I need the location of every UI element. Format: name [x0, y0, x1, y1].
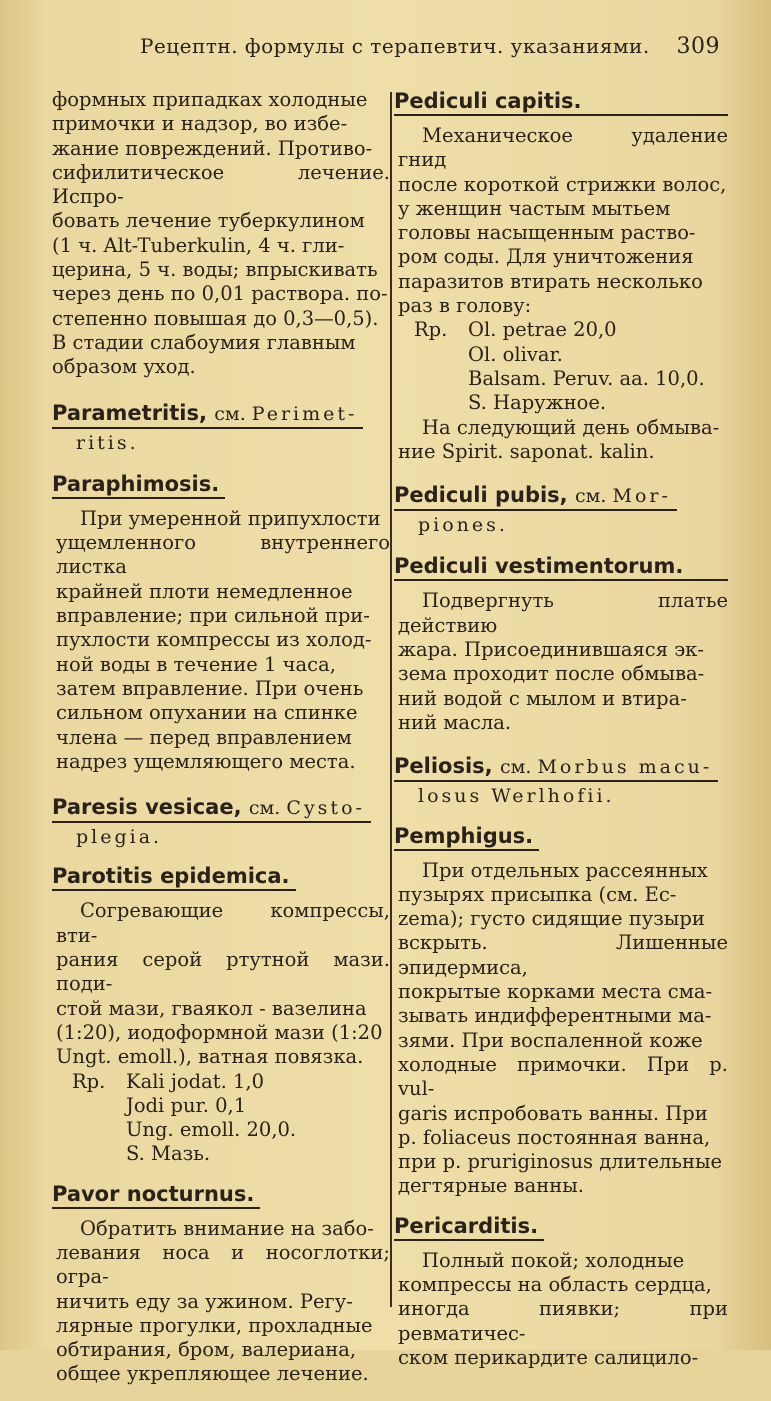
text-line: головы насыщенным раство- — [398, 221, 696, 245]
text-line: у женщин частым мытьем — [398, 196, 671, 220]
text-line: члена — перед вправлением — [56, 725, 352, 749]
running-title: Рецептн. формулы с терапевтич. указаниями. — [140, 34, 650, 58]
text-line: компрессы на область сердца, — [398, 1272, 712, 1296]
entry-title: Pediculi pubis, см. Mor- — [394, 482, 677, 511]
text-line: zema); густо сидящие пузыри — [398, 907, 705, 931]
entry-title: Paresis vesicae, см. Cysto- — [52, 794, 371, 823]
cross-reference: plegia. — [76, 826, 163, 849]
cross-reference: ritis. — [76, 431, 139, 454]
entry-pemphigus — [394, 823, 728, 1199]
cross-reference: losus Werlhofii. — [418, 785, 615, 808]
rx-line: Kali jodat. 1,0 — [126, 1069, 265, 1093]
text-line: ущемленного внутреннего листка — [56, 531, 390, 579]
page-number: 309 — [676, 34, 720, 59]
text-line: ний водой с мылом и втира- — [398, 686, 687, 710]
text-line: бовать лечение туберкулином — [52, 209, 365, 233]
entry-title: Pemphigus. — [394, 823, 539, 851]
text-line: В стадии слабоумия главным — [52, 330, 356, 354]
text-line: обтирания, бром, валериана, — [56, 1338, 357, 1362]
text-line: паразитов втирать несколько — [398, 269, 703, 293]
text-line: Полный покой; холодные — [422, 1248, 685, 1272]
entry-pavor-nocturnus — [52, 1181, 390, 1387]
text-line: зема проходит после обмыва- — [398, 662, 705, 686]
entry-title: Pavor nocturnus. — [52, 1181, 260, 1209]
entry-title: Paraphimosis. — [52, 471, 225, 499]
text-line: ничить еду за ужином. Регу- — [56, 1289, 353, 1313]
entry-title: Parametritis, см. Perimet- — [52, 400, 363, 429]
entry-pericarditis — [394, 1213, 728, 1370]
entry-paraphimosis — [52, 471, 390, 774]
rx-label: Rp. — [72, 1069, 106, 1093]
text-line: сильном опухании на спинке — [56, 701, 358, 725]
text-line: При умеренной припухлости — [80, 506, 381, 530]
intro-paragraph — [52, 88, 390, 380]
text-line: затем вправление. При очень — [56, 676, 364, 700]
entry-title: Parotitis epidemica. — [52, 863, 296, 891]
entry-title: Pediculi vestimentorum. — [394, 553, 728, 581]
text-line: Обратить внимание на забо- — [80, 1216, 374, 1240]
text-line: вправление; при сильной при- — [56, 604, 370, 628]
column-divider — [390, 92, 392, 1307]
text-line: (1:20), иодоформной мази (1:20 — [56, 1020, 383, 1044]
text-line: через день по 0,01 раствора. по- — [52, 282, 388, 306]
left-column — [52, 88, 390, 1401]
text-line: примочки и надзор, во избе- — [52, 112, 348, 136]
entry-pediculi-pubis — [394, 482, 728, 537]
text-line: крайней плоти немедленное — [56, 579, 353, 603]
text-line: пузырях присыпка (см. Ec- — [398, 882, 677, 906]
entry-peliosis — [394, 753, 728, 808]
entry-title: Pediculi capitis. — [394, 88, 728, 116]
text-line: пухлости компрессы из холод- — [56, 628, 372, 652]
text-line: иногда пиявки; при ревматичес- — [398, 1297, 728, 1345]
text-line: Подвергнуть платье действию — [398, 589, 728, 637]
text-line: При отдельных рассеянных — [422, 858, 708, 882]
text-line: степенно повышая до 0,3—0,5). — [52, 306, 379, 330]
text-line: раз в голову: — [398, 294, 532, 318]
text-line: вскрыть. Лишенные эпидермиса, — [398, 931, 728, 979]
text-line: На следующий день обмыва- — [422, 415, 720, 439]
rx-line: Ung. emoll. 20,0. — [126, 1118, 297, 1142]
text-line: общее укрепляющее лечение. — [56, 1362, 369, 1386]
text-line: рания серой ртутной мази. поди- — [56, 948, 390, 996]
rx-line: Balsam. Peruv. aa. 10,0. — [468, 366, 705, 390]
text-line: garis испробовать ванны. При — [398, 1101, 708, 1125]
entry-title: Peliosis, см. Morbus macu- — [394, 753, 718, 782]
right-column — [394, 88, 728, 1384]
entry-pediculi-vestimentorum — [394, 553, 728, 735]
rx-line: Ol. petrae 20,0 — [468, 318, 617, 342]
text-line: после короткой стрижки волос, — [398, 172, 727, 196]
text-line: ние Spirit. saponat. kalin. — [398, 439, 655, 463]
text-line: Согревающие компрессы, вти- — [56, 899, 390, 947]
text-line: p. foliaceus постоянная ванна, — [398, 1125, 711, 1149]
entry-paresis-vesicae — [52, 794, 390, 849]
text-line: формных припадках холодные — [52, 88, 368, 111]
text-line: ний масла. — [398, 710, 512, 734]
cross-reference: piones. — [418, 514, 508, 537]
text-line: (1 ч. Alt-Tuberkulin, 4 ч. гли- — [52, 233, 345, 257]
text-line: зями. При воспаленной коже — [398, 1028, 703, 1052]
text-line: левания носа и носоглотки; огра- — [56, 1240, 390, 1289]
prescription — [56, 1070, 390, 1167]
rx-line: Jodi pur. 0,1 — [126, 1093, 247, 1117]
text-line: церина, 5 ч. воды; впрыскивать — [52, 258, 378, 282]
text-line: холодные примочки. При p. vul- — [398, 1052, 728, 1101]
rx-label: Rp. — [414, 318, 448, 342]
entry-title: Pericarditis. — [394, 1213, 544, 1241]
text-line: Механическое удаление гнид — [398, 124, 728, 172]
prescription — [398, 318, 728, 415]
text-line: Ungt. emoll.), ватная повязка. — [56, 1045, 364, 1069]
page-header — [140, 34, 730, 58]
text-line: дегтярные ванны. — [398, 1174, 584, 1198]
text-line: ром соды. Для уничтожения — [398, 245, 694, 269]
text-line: стой мази, гваякол - вазелина — [56, 996, 367, 1020]
entry-parametritis — [52, 400, 390, 455]
text-line: сифилитическое лечение. Испро- — [52, 160, 390, 209]
entry-pediculi-capitis — [394, 88, 728, 464]
rx-line: S. Наружное. — [468, 391, 607, 415]
text-line: жара. Присоединившаяся эк- — [398, 638, 704, 662]
text-line: зывать индифферентными ма- — [398, 1004, 712, 1028]
text-line: образом уход. — [52, 355, 196, 379]
text-line: ском перикардите салицило- — [398, 1345, 699, 1369]
text-line: покрытые корками места сма- — [398, 980, 713, 1004]
text-line: надрез ущемляющего места. — [56, 749, 356, 773]
text-line: ной воды в течение 1 часа, — [56, 652, 336, 676]
rx-line: S. Мазь. — [126, 1142, 211, 1166]
rx-line: Ol. olivar. — [468, 342, 563, 366]
text-line: лярные прогулки, прохладные — [56, 1313, 373, 1337]
text-line: жание повреждений. Противо- — [52, 136, 373, 160]
entry-parotitis-epidemica — [52, 863, 390, 1166]
text-line: при p. pruriginosus длительные — [398, 1150, 723, 1174]
